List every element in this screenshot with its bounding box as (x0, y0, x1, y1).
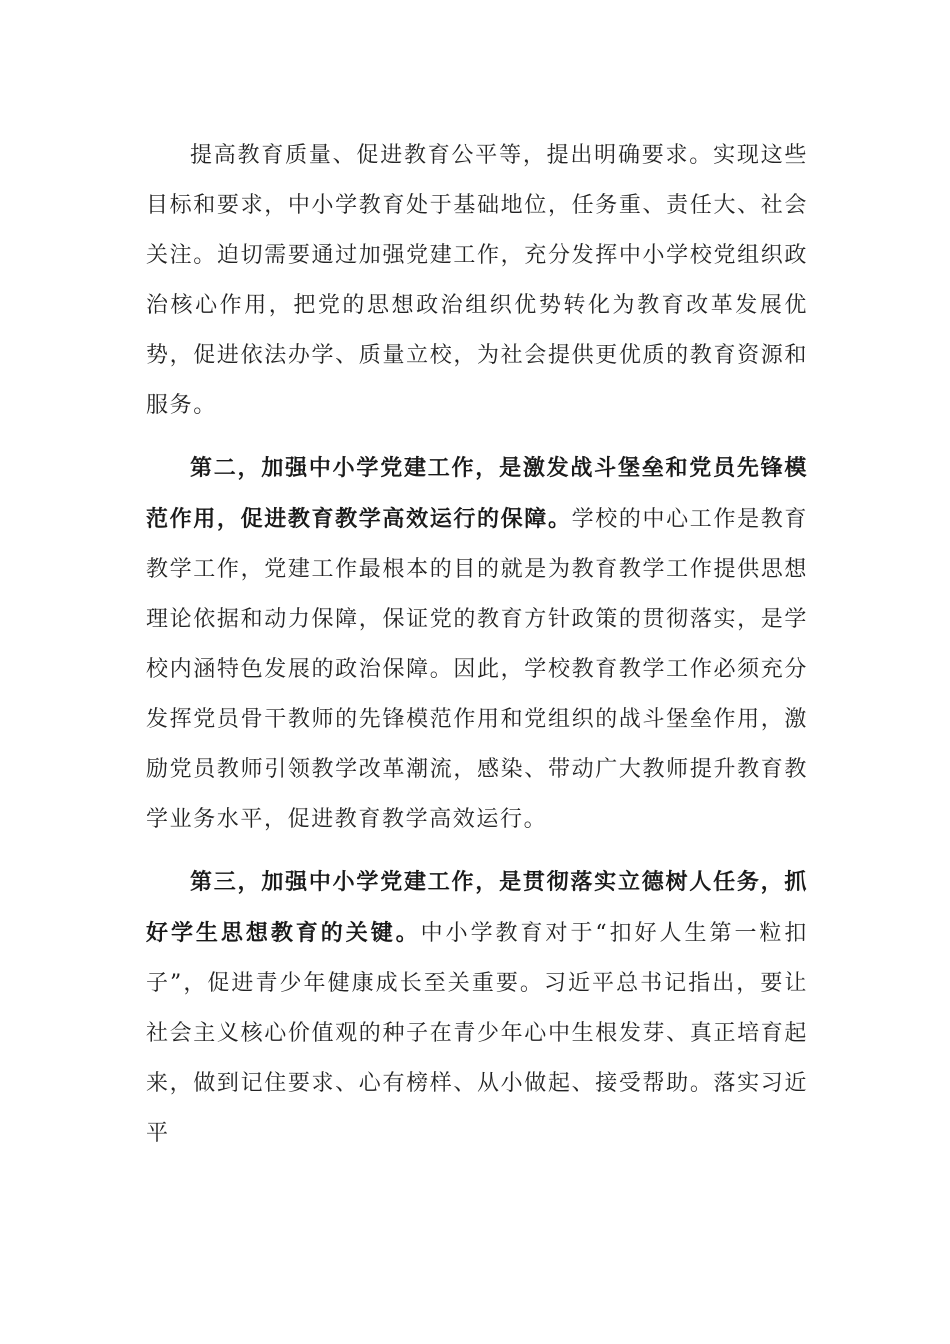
paragraph-3-heading: 第三，加强中小学党建工作，是贯彻落实立德树人任务，抓好学生思想教育的关键。 (146, 869, 808, 946)
paragraph-3-text: 中小学教育对于“扣好人生第一粒扣子”，促进青少年健康成长至关重要。习近平总书记指出，要让社会主义核心价值观的种子在青少年心中生根发芽、真正培育起来，做到记住要求、心有榜样、从小做起、接受帮助。落实习近平 (146, 921, 808, 1146)
paragraph-2-heading: 第二，加强中小学党建工作，是激发战斗堡垒和党员先锋模范作用，促进教育教学高效运行的保障。 (146, 455, 808, 532)
paragraph-1-text: 提高教育质量、促进教育公平等，提出明确要求。实现这些目标和要求，中小学教育处于基础地位，任务重、责任大、社会关注。迫切需要通过加强党建工作，充分发挥中小学校党组织政治核心作用，把党的思想政治组织优势转化为教育改革发展优势，促进依法办学、质量立校，为社会提供更优质的教育资源和服务。 (146, 143, 808, 418)
paragraph-2 (146, 443, 808, 845)
paragraph-2-text: 学校的中心工作是教育教学工作，党建工作最根本的目的就是为教育教学工作提供思想理论依据和动力保障，保证党的教育方针政策的贯彻落实，是学校内涵特色发展的政治保障。因此，学校教育教学工作必须充分发挥党员骨干教师的先锋模范作用和党组织的战斗堡垒作用，激励党员教师引领教学改革潮流，感染、带动广大教师提升教育教学业务水平，促进教育教学高效运行。 (146, 507, 808, 832)
paragraph-3 (146, 857, 808, 1159)
paragraph-1 (146, 130, 808, 431)
document-body (146, 130, 808, 1171)
